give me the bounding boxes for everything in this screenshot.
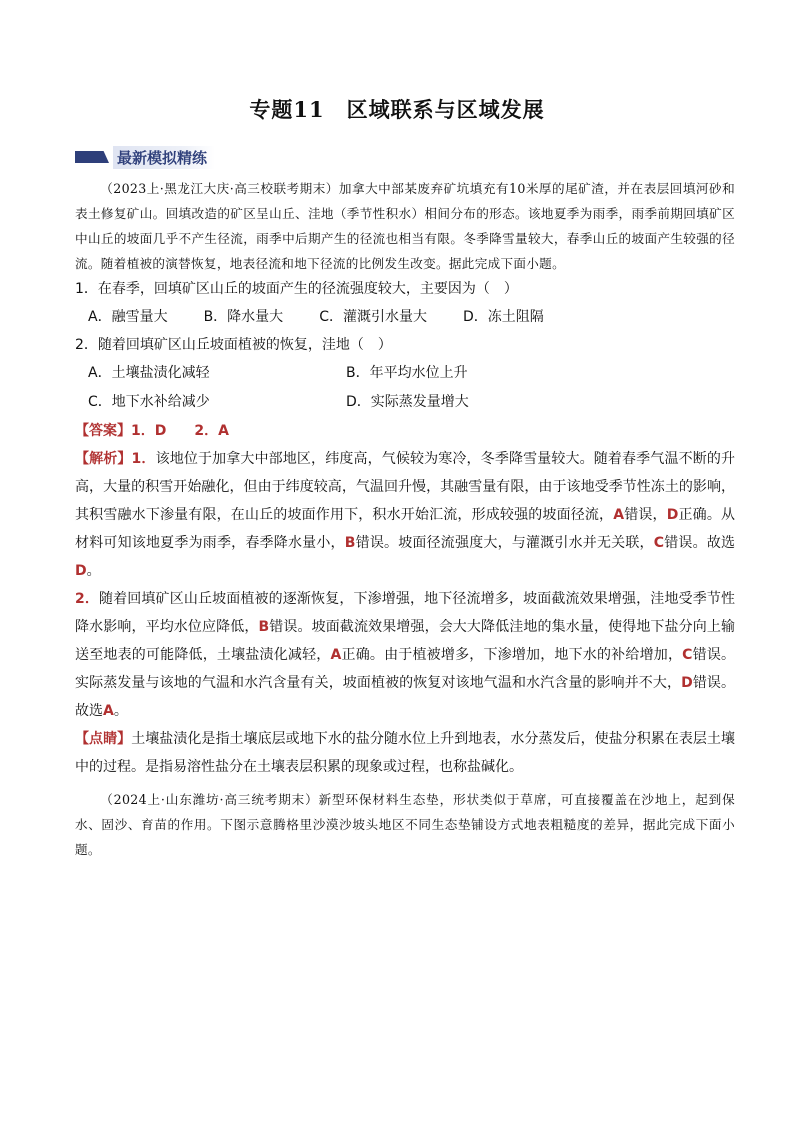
analysis-2-text: 错误。故选: [75, 675, 736, 719]
question-1-option-c: C．灌溉引水量大: [319, 309, 427, 325]
analysis-1-letter: C: [653, 535, 665, 551]
analysis-1-letter: A: [613, 507, 625, 523]
pointer-paragraph: [75, 725, 735, 781]
question-1-option-a: A．融雪量大: [88, 309, 168, 325]
question-1-option-b: B．降水量大: [203, 309, 284, 325]
analysis-1-text: 。: [86, 563, 101, 579]
analysis-1-letter: D: [666, 507, 679, 523]
banner-bar-decoration: [75, 151, 109, 163]
question-2-option-b: B．年平均水位上升: [346, 365, 468, 381]
analysis-2-letter: A: [330, 647, 342, 663]
analysis-2-letter: C: [682, 647, 693, 663]
analysis-1-number: 1．: [131, 451, 156, 467]
analysis-1-text: 该地位于加拿大中部地区，纬度高，气候较为寒冷，冬季降雪量较大。随着春季气温不断的升高，大量的积雪开始融化，但由于纬度较高，气温回升慢，其融雪量有限，由于该地受季节性冻土的影响，其积雪融水下渗量有限，在山丘的坡面作用下，积水开始汇流，形成较强的坡面径流，: [75, 451, 735, 523]
question-2-options: [75, 359, 735, 417]
question-2-stem: 2．随着回填矿区山丘坡面植被的恢复，洼地（ ）: [75, 337, 392, 353]
analysis-2-letter: B: [258, 619, 270, 635]
analysis-1-text: 错误。故选: [664, 535, 736, 551]
analysis-tag: 【解析】: [75, 451, 132, 467]
analysis-1-letter: D: [75, 563, 87, 579]
question-1-options: [75, 303, 735, 332]
analysis-2-text: 随着回填矿区山丘坡面植被的逐渐恢复，下渗增强，地下径流增多，坡面截流效果增强，洼地受季节性降水影响，平均水位应降低，: [75, 591, 735, 635]
analysis-2-text: 。: [113, 703, 128, 719]
question-1-option-d: D．冻土阻隔: [462, 309, 544, 325]
page-title: 专题11 区域联系与区域发展: [249, 97, 545, 122]
analysis-paragraph-1: [75, 445, 735, 585]
analysis-paragraph-2: [75, 585, 735, 725]
answer-tag: 【答案】: [75, 423, 131, 439]
analysis-2-text: 正确。由于植被增多，下渗增加，地下水的补给增加，: [341, 647, 683, 663]
content-body: [75, 176, 735, 862]
analysis-2-letter: A: [103, 703, 114, 719]
analysis-2-letter: D: [681, 675, 693, 691]
pointer-text: 土壤盐渍化是指土壤底层或地下水的盐分随水位上升到地表，水分蒸发后，使盐分积累在表层土壤中的过程。是指易溶性盐分在土壤表层积累的现象或过程，也称盐碱化。: [75, 731, 736, 775]
analysis-1-text: 错误。坡面径流强度大，与灌溉引水并无关联，: [355, 535, 654, 551]
passage-1: （2023上·黑龙江大庆·高三校联考期末）加拿大中部某废弃矿坑填充有10米厚的尾矿渣，并在表层回填河砂和表土修复矿山。回填改造的矿区呈山丘、洼地（季节性积水）相间分布的形态。该地夏季为雨季，雨季前期回填矿区中山丘的坡面几乎不产生径流，雨季中后期产生的径流也相当有限。冬季降雪量较大，春季山丘的坡面产生较强的径流。随着植被的演替恢复，地表径流和地下径流的比例发生改变。据此完成下面小题。: [75, 181, 735, 271]
analysis-2-text: 错误。坡面截流效果增强，会大大降低洼地的集水量，使得地下盐分向上输送至地表的可能降低，土壤盐渍化减轻，: [75, 619, 736, 663]
analysis-2-text: 错误。实际蒸发量与该地的气温和水汽含量有关，坡面植被的恢复对该地气温和水汽含量的影响并不大，: [75, 647, 736, 691]
analysis-1-text: 正确。从材料可知该地夏季为雨季，春季降水量小，: [75, 507, 735, 551]
analysis-2-number: 2．: [75, 591, 100, 607]
question-2-option-a: A．土壤盐渍化减轻: [88, 365, 210, 381]
pointer-tag: 【点睛】: [75, 731, 132, 747]
passage-2: （2024上·山东潍坊·高三统考期末）新型环保材料生态垫，形状类似于草席，可直接覆盖在沙地上，起到保水、固沙、育苗的作用。下图示意腾格里沙漠沙坡头地区不同生态垫铺设方式地表粗糙度的差异，据此完成下面小题。: [75, 792, 735, 857]
section-banner-label: 最新模拟精练: [113, 146, 215, 169]
analysis-1-letter: B: [344, 535, 356, 551]
question-2-option-c: C．地下水补给减少: [88, 394, 210, 410]
question-2-option-d: D．实际蒸发量增大: [346, 394, 469, 410]
question-1-stem: 1．在春季，回填矿区山丘的坡面产生的径流强度较大，主要因为（ ）: [75, 281, 518, 297]
section-banner: [75, 146, 275, 168]
analysis-1-text: 错误，: [624, 507, 667, 523]
answer-line: [75, 417, 735, 445]
answer-text: 1．D 2．A: [131, 423, 229, 439]
